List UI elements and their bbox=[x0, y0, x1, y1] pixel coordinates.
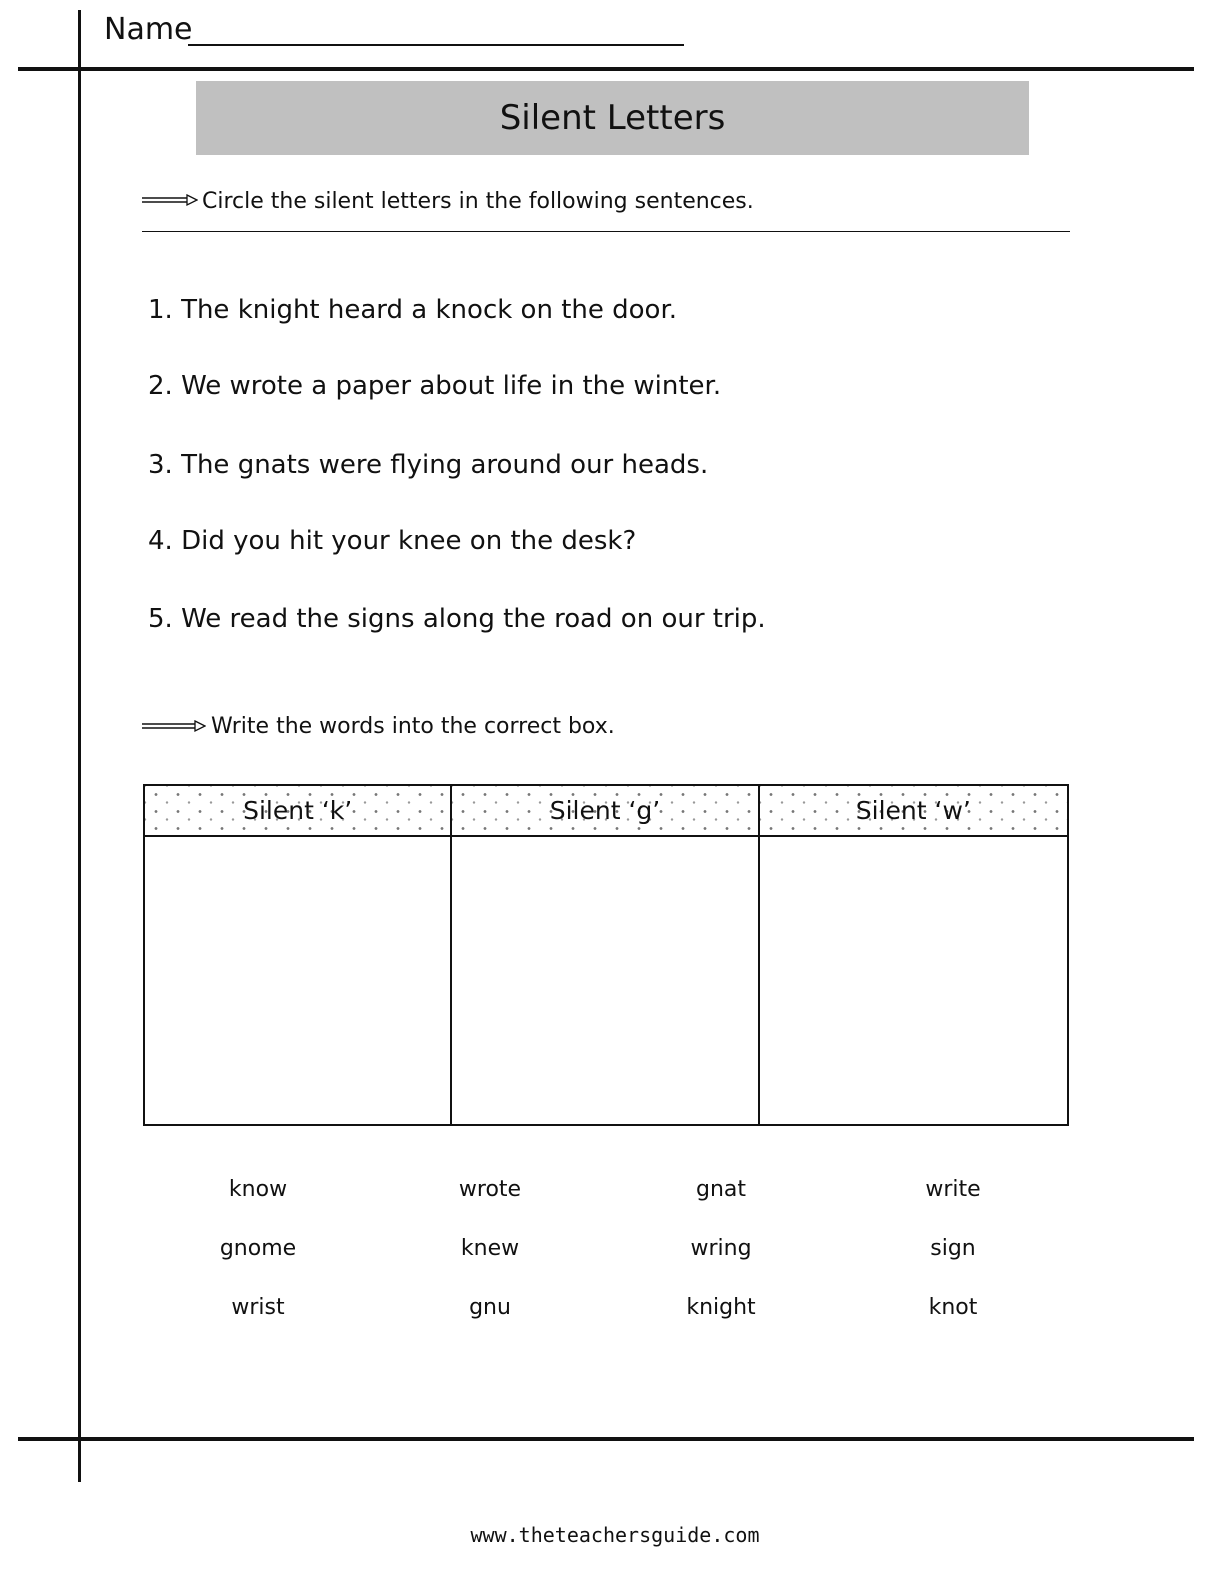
word-bank-item: gnat bbox=[695, 1177, 746, 1202]
answer-box-silent-w[interactable] bbox=[760, 837, 1067, 1124]
sentence-5: 5. We read the signs along the road on our trip. bbox=[148, 604, 766, 634]
word-bank-item: knew bbox=[460, 1236, 520, 1261]
margin-vertical-line bbox=[78, 10, 81, 1482]
word-bank-item: gnome bbox=[219, 1236, 297, 1261]
sentence-4: 4. Did you hit your knee on the desk? bbox=[148, 526, 637, 556]
instruction-sort: Write the words into the correct box. bbox=[211, 714, 615, 739]
footer-url: www.theteachersguide.com bbox=[470, 1523, 760, 1547]
column-header-label: Silent ‘w’ bbox=[855, 796, 971, 825]
footer-divider-line bbox=[18, 1437, 1194, 1441]
sorting-table bbox=[143, 784, 1069, 1126]
word-bank-item: wring bbox=[690, 1236, 752, 1261]
word-bank-item: know bbox=[228, 1177, 288, 1202]
word-bank-item: knight bbox=[686, 1295, 756, 1320]
answer-box-silent-g[interactable] bbox=[452, 837, 759, 1124]
sentence-2: 2. We wrote a paper about life in the winter. bbox=[148, 371, 722, 401]
sentence-1: 1. The knight heard a knock on the door. bbox=[148, 295, 678, 325]
header-divider-line bbox=[18, 67, 1194, 71]
column-header-silent-w bbox=[760, 786, 1067, 837]
title-banner bbox=[196, 81, 1029, 155]
name-writing-line[interactable] bbox=[188, 44, 684, 46]
word-bank-item: knot bbox=[928, 1295, 978, 1320]
page-title: Silent Letters bbox=[499, 98, 726, 138]
word-bank-item: wrist bbox=[231, 1295, 285, 1320]
sentence-3: 3. The gnats were flying around our heads. bbox=[148, 450, 709, 480]
arrow-icon bbox=[142, 718, 206, 734]
instruction-circle: Circle the silent letters in the following sentences. bbox=[202, 189, 754, 214]
arrow-icon bbox=[142, 192, 198, 208]
column-header-label: Silent ‘k’ bbox=[243, 796, 353, 825]
word-bank-item: gnu bbox=[469, 1295, 511, 1320]
column-header-silent-k bbox=[145, 786, 452, 837]
column-header-label: Silent ‘g’ bbox=[549, 796, 661, 825]
word-bank-item: sign bbox=[930, 1236, 976, 1261]
section-rule bbox=[142, 231, 1070, 232]
word-bank-item: wrote bbox=[458, 1177, 522, 1202]
answer-box-silent-k[interactable] bbox=[145, 837, 452, 1124]
column-header-silent-g bbox=[452, 786, 759, 837]
word-bank-item: write bbox=[925, 1177, 981, 1202]
name-label: Name bbox=[104, 12, 193, 47]
